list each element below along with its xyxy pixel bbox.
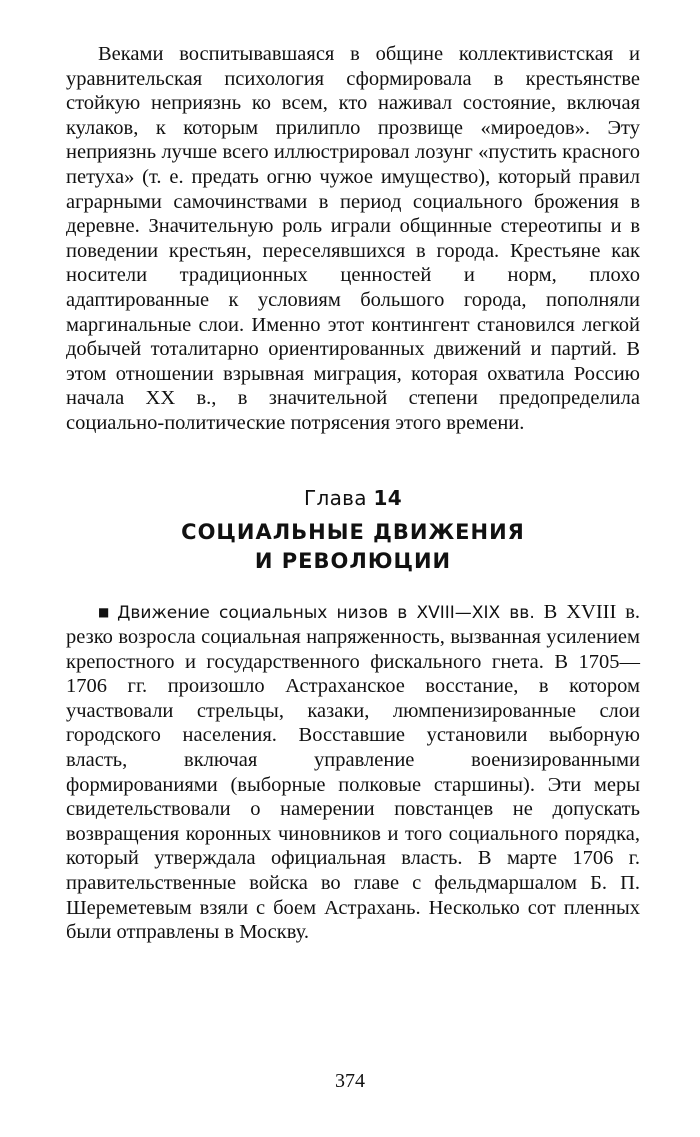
page-content (66, 42, 640, 945)
chapter-number: 14 (373, 485, 402, 510)
section (66, 600, 640, 945)
chapter-title (66, 518, 640, 576)
chapter-title-line-1: СОЦИАЛЬНЫЕ ДВИЖЕНИЯ (181, 519, 525, 544)
section-body: В XVIII в. резко возросла социальная напряженность, вызванная усилением крепостного и государственного фискального гнета. В 1705—1706 гг. произошло Астраханское восстание, в котором участвовали стрельцы, казаки, люмпенизированные слои городского населения. Восставшие установили выборную власть, включая управление военизированными формированиями (выборные полковые старшины). Эти меры свидетельствовали о намерении повстанцев не допускать возвращения коронных чиновников и того социального порядка, который утверждала официальная власть. В марте 1706 г. правительственные войска во главе с фельдмаршалом Б. П. Шереметевым взяли с боем Астрахань. Несколько сот пленных были отправлены в Москву. (66, 600, 641, 944)
chapter-heading (66, 484, 640, 576)
section-heading-text: Движение социальных низов в XVIII—XIX вв. (117, 602, 535, 623)
page-number: 374 (335, 1070, 365, 1092)
intro-paragraph: Веками воспитывавшаяся в общине коллективистская и уравнительская психология сформировала в крестьянстве стойкую неприязнь ко всем, кто наживал состояние, включая кулаков, к которым прилипло прозвище «мироедов». Эту неприязнь лучше всего иллюстрировал лозунг «пустить красного петуха» (т. е. предать огню чужое имущество), который правил аграрными самочинствами в период социального брожения в деревне. Значительную роль играли общинные стереотипы и в поведении крестьян, переселявшихся в города. Крестьяне как носители традиционных ценностей и норм, плохо адаптированные к условиям большого города, пополняли маргинальные слои. Именно этот контингент становился легкой добычей тоталитарно ориентированных движений и партий. В этом отношении взрывная миграция, которая охватила Россию начала XX в., в значительной степени предопределила социально-политические потрясения этого времени. (66, 43, 640, 434)
bullet-icon: ■ (98, 604, 114, 619)
chapter-title-line-2: И РЕВОЛЮЦИИ (254, 548, 452, 573)
section-heading (98, 603, 535, 623)
section-paragraph (66, 600, 640, 945)
chapter-label (66, 484, 640, 512)
chapter-label-word: Глава (304, 485, 367, 510)
